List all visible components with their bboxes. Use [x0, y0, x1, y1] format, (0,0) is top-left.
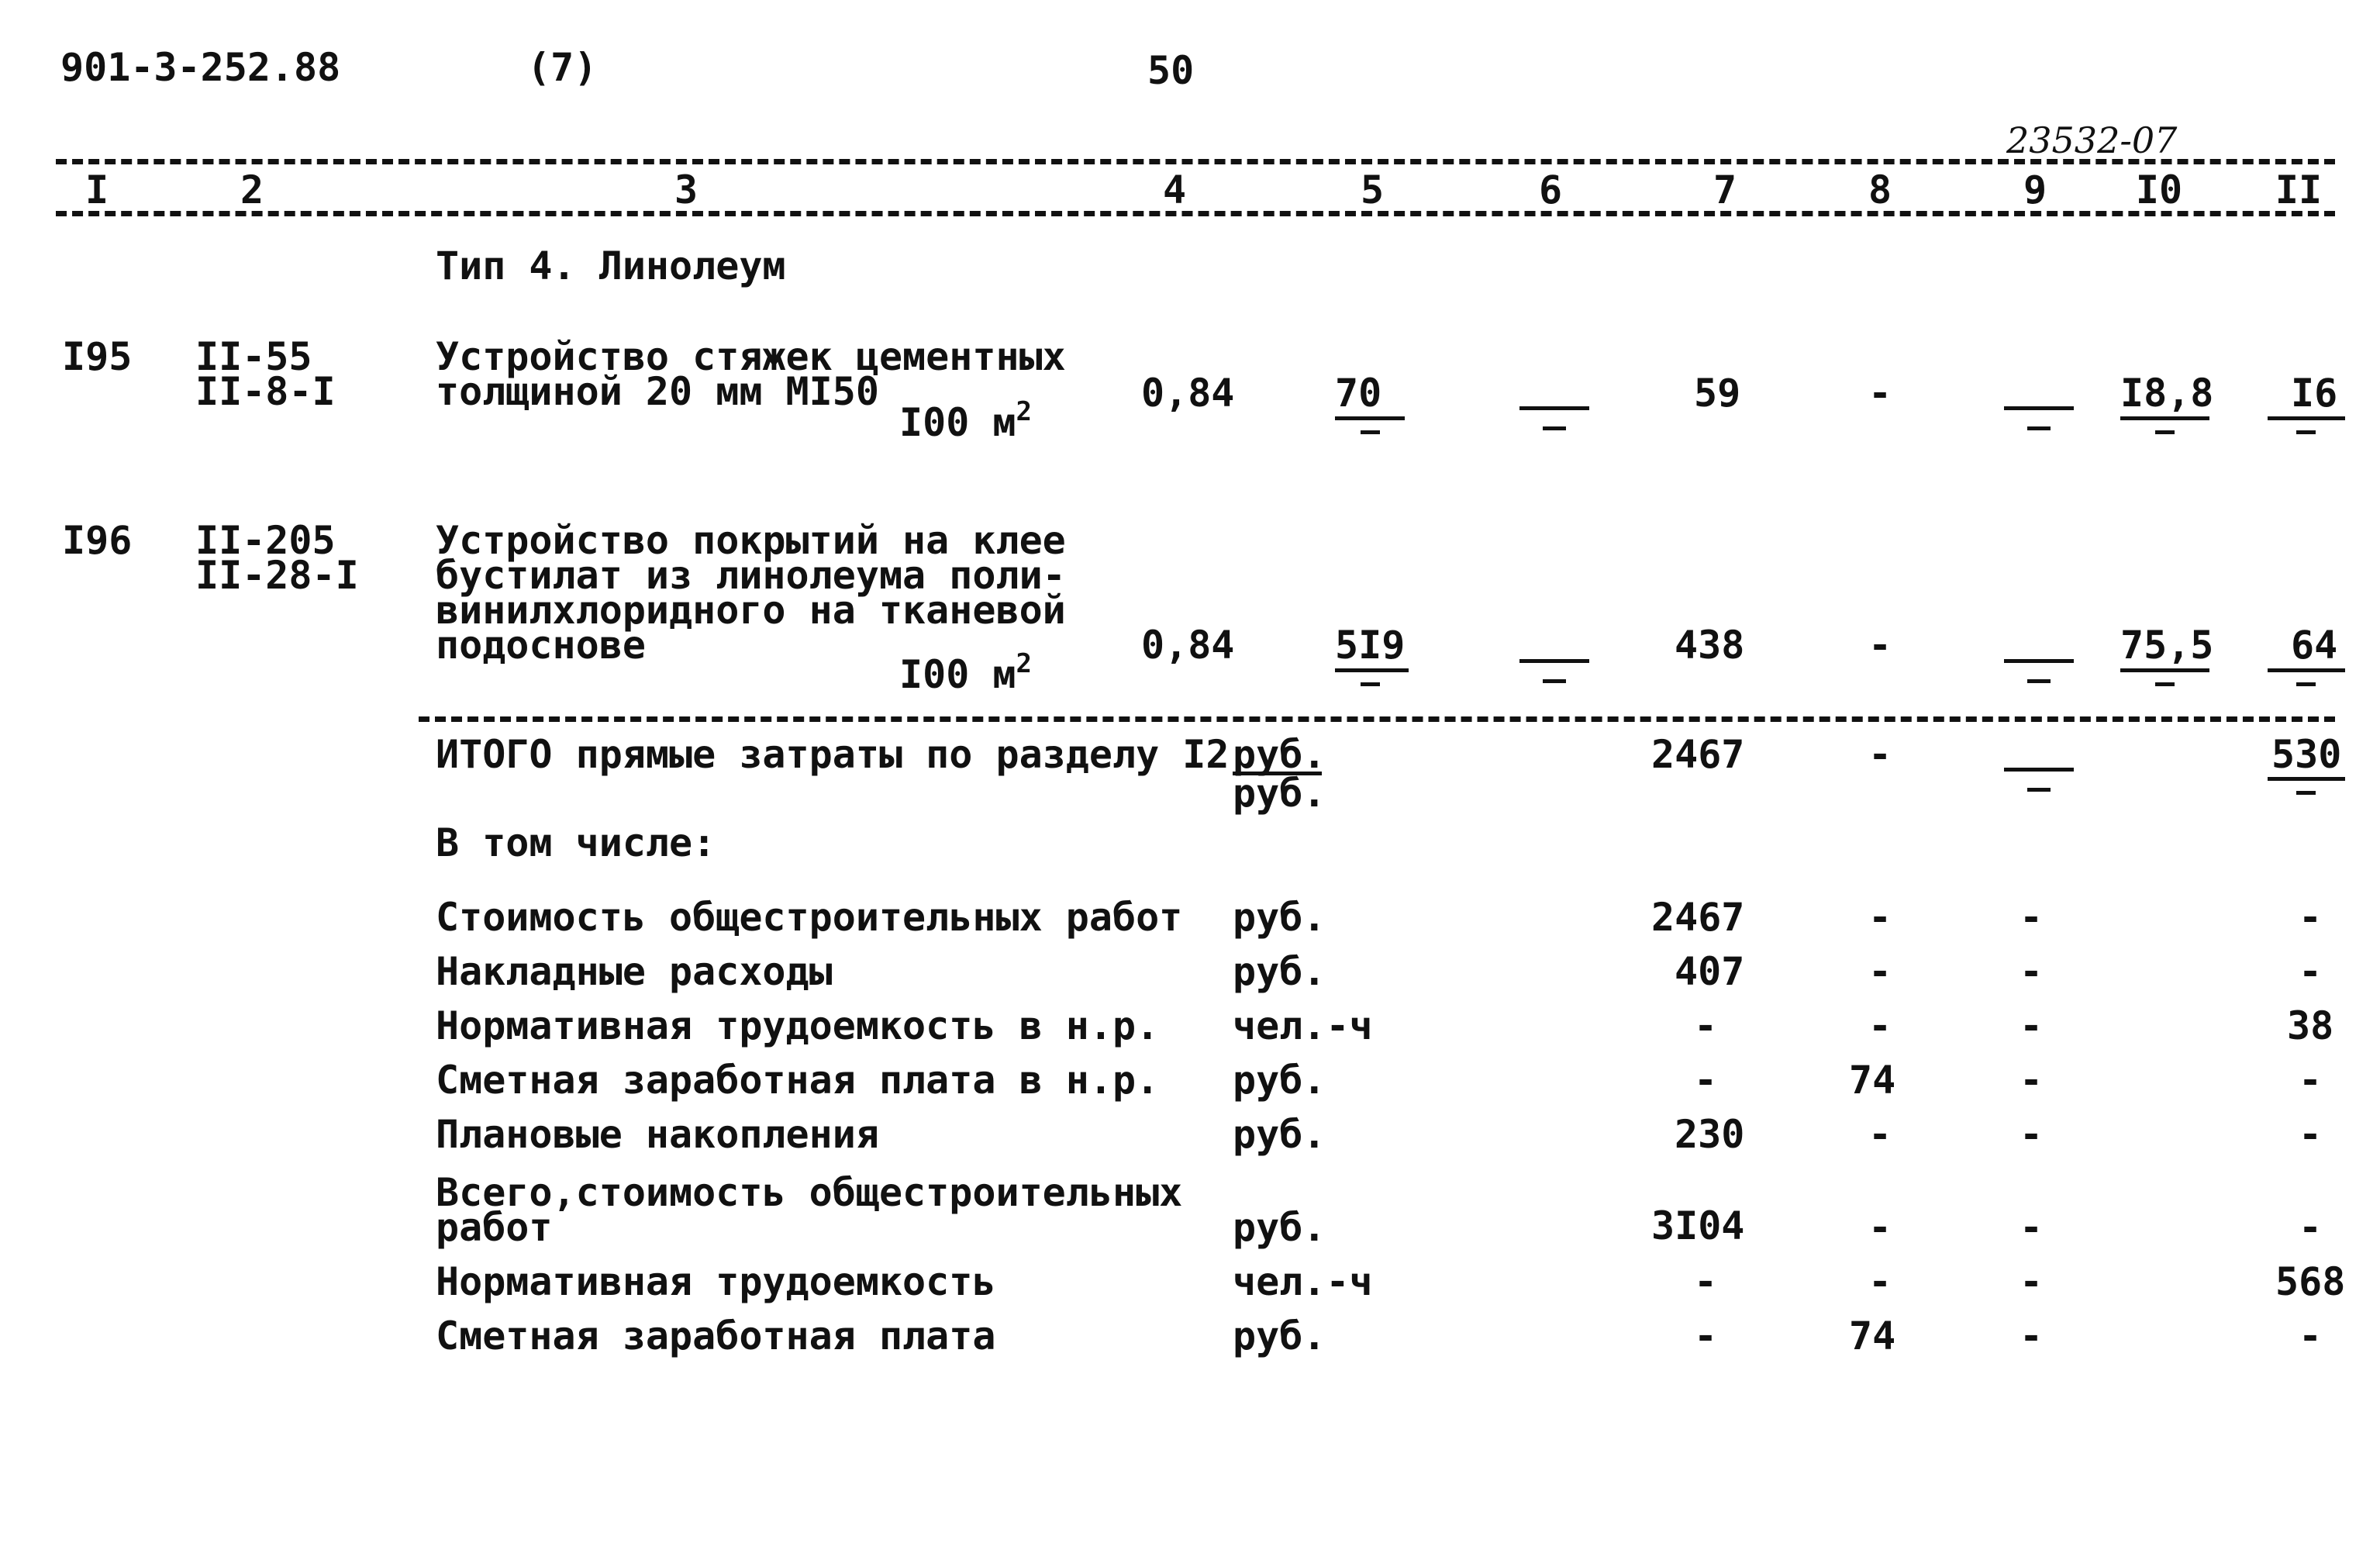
summary-col11: -	[2299, 949, 2323, 994]
underline	[1335, 668, 1409, 672]
underline	[2120, 668, 2209, 672]
total-unit-top: руб.	[1233, 732, 1326, 777]
cell-col11: 64	[2291, 623, 2338, 668]
summary-col7: -	[1694, 1259, 1718, 1304]
underline	[2268, 777, 2345, 781]
summary-col11: -	[2299, 1314, 2323, 1358]
total-unit-bottom: руб.	[1233, 771, 1326, 816]
summary-unit: чел.-ч	[1233, 1259, 1373, 1304]
cell-col5: 5I9	[1335, 623, 1406, 668]
column-header: 6	[1538, 167, 1563, 212]
underline	[2155, 430, 2175, 434]
summary-col8: 74	[1849, 1058, 1896, 1103]
summary-col11: -	[2299, 1205, 2323, 1250]
column-header: II	[2275, 167, 2323, 212]
summary-unit: руб.	[1233, 1058, 1326, 1103]
underline	[2155, 682, 2175, 686]
measure-unit: I00 $м^2$	[899, 648, 1032, 697]
cell-col5: 70	[1335, 371, 1382, 416]
summary-col9: -	[2020, 895, 2044, 940]
summary-col7: 407	[1675, 949, 1745, 994]
summary-label: работ	[436, 1205, 553, 1250]
summary-col9: -	[2020, 1259, 2044, 1304]
summary-col7: -	[1694, 1003, 1718, 1048]
summary-col9: -	[2020, 1003, 2044, 1048]
summary-col8: 74	[1849, 1314, 1896, 1358]
summary-unit: руб.	[1233, 1205, 1326, 1250]
summary-col7: 2467	[1651, 895, 1745, 940]
norm-code: II-8-I	[195, 369, 336, 414]
fraction-dash	[2004, 768, 2074, 814]
total-col7: 2467	[1651, 732, 1745, 777]
summary-col7: 230	[1675, 1112, 1745, 1157]
summary-col8: -	[1868, 1259, 1892, 1304]
column-header: 2	[240, 167, 264, 212]
underline	[1335, 416, 1405, 420]
summary-col8: -	[1868, 1003, 1892, 1048]
summary-col8: -	[1868, 1205, 1892, 1250]
summary-label: Стоимость общестроительных работ	[436, 895, 1183, 940]
summary-col8: -	[1868, 1112, 1892, 1157]
header-bottom-rule	[56, 211, 2335, 216]
summary-unit: руб.	[1233, 1112, 1326, 1157]
work-description: бустилат из линолеума поли-	[436, 553, 1066, 598]
work-description: толщиной 20 мм MI50	[436, 369, 879, 414]
measure-unit: I00 $м^2$	[899, 396, 1032, 445]
summary-col11: 38	[2287, 1003, 2334, 1048]
column-header: 8	[1868, 167, 1892, 212]
summary-label: Накладные расходы	[436, 949, 833, 994]
fraction-dash	[1519, 406, 1589, 453]
underline	[1361, 430, 1380, 434]
summary-col9: -	[2020, 1314, 2044, 1358]
total-label: ИТОГО прямые затраты по разделу I2	[436, 732, 1230, 777]
row-number: I95	[62, 334, 133, 379]
summary-col9: -	[2020, 949, 2044, 994]
norm-code: II-55	[195, 334, 312, 379]
work-description: Устройство покрытий на клее	[436, 518, 1066, 563]
work-description: подоснове	[436, 623, 646, 668]
total-separator-rule	[419, 716, 2335, 722]
column-header: 3	[674, 167, 698, 212]
summary-unit: руб.	[1233, 1314, 1326, 1358]
column-header: I0	[2135, 167, 2183, 212]
summary-col11: -	[2299, 1112, 2323, 1157]
summary-label: Плановые накопления	[436, 1112, 879, 1157]
quantity: 0,84	[1141, 371, 1235, 416]
summary-col8: -	[1868, 949, 1892, 994]
summary-unit: руб.	[1233, 949, 1326, 994]
column-header: I	[85, 167, 109, 212]
summary-col9: -	[2020, 1112, 2044, 1157]
column-header: 7	[1713, 167, 1737, 212]
summary-col7: -	[1694, 1058, 1718, 1103]
fraction-dash	[2004, 406, 2074, 453]
summary-label: Сметная заработная плата в н.р.	[436, 1058, 1160, 1103]
including-label: В том числе:	[436, 820, 716, 865]
cell-col11: I6	[2291, 371, 2338, 416]
document-code: 901-3-252.88	[60, 45, 341, 90]
cell-col7: 438	[1675, 623, 1745, 668]
underline	[2268, 668, 2345, 672]
cell-col10: I8,8	[2120, 371, 2214, 416]
sheet-reference: (7)	[527, 45, 598, 90]
row-number: I96	[62, 518, 133, 563]
cell-col8: -	[1868, 371, 1892, 416]
underline	[2296, 430, 2316, 434]
work-description: винилхлоридного на тканевой	[436, 588, 1066, 633]
column-header: 9	[2023, 167, 2047, 212]
underline	[2296, 682, 2316, 686]
column-header: 4	[1162, 167, 1187, 212]
fraction-dash	[2004, 659, 2074, 706]
fraction-dash	[1519, 659, 1589, 706]
norm-code: II-205	[195, 518, 336, 563]
summary-col11: -	[2299, 895, 2323, 940]
summary-col11: -	[2299, 1058, 2323, 1103]
summary-col8: -	[1868, 895, 1892, 940]
total-col11: 530	[2271, 732, 2342, 777]
cell-col7: 59	[1694, 371, 1741, 416]
underline	[2268, 416, 2345, 420]
summary-label: Всего,стоимость общестроительных	[436, 1170, 1183, 1215]
section-title: Тип 4. Линолеум	[436, 243, 786, 288]
quantity: 0,84	[1141, 623, 1235, 668]
summary-label: Сметная заработная плата	[436, 1314, 996, 1358]
underline	[2120, 416, 2209, 420]
underline	[1361, 682, 1380, 686]
summary-col9: -	[2020, 1058, 2044, 1103]
column-header: 5	[1360, 167, 1385, 212]
handwritten-stamp: 23532-07	[2006, 119, 2178, 161]
page-number: 50	[1147, 48, 1195, 93]
summary-label: Нормативная трудоемкость	[436, 1259, 996, 1304]
norm-code: II-28-I	[195, 553, 359, 598]
summary-label: Нормативная трудоемкость в н.р.	[436, 1003, 1160, 1048]
cell-col10: 75,5	[2120, 623, 2214, 668]
summary-unit: чел.-ч	[1233, 1003, 1373, 1048]
work-description: Устройство стяжек цементных	[436, 334, 1066, 379]
underline	[2296, 791, 2316, 795]
summary-col11: 568	[2275, 1259, 2346, 1304]
total-col8: -	[1868, 732, 1892, 777]
summary-col9: -	[2020, 1205, 2044, 1250]
header-top-rule	[56, 159, 2335, 164]
cell-col8: -	[1868, 623, 1892, 668]
summary-unit: руб.	[1233, 895, 1326, 940]
summary-col7: -	[1694, 1314, 1718, 1358]
summary-col7: 3I04	[1651, 1203, 1745, 1248]
